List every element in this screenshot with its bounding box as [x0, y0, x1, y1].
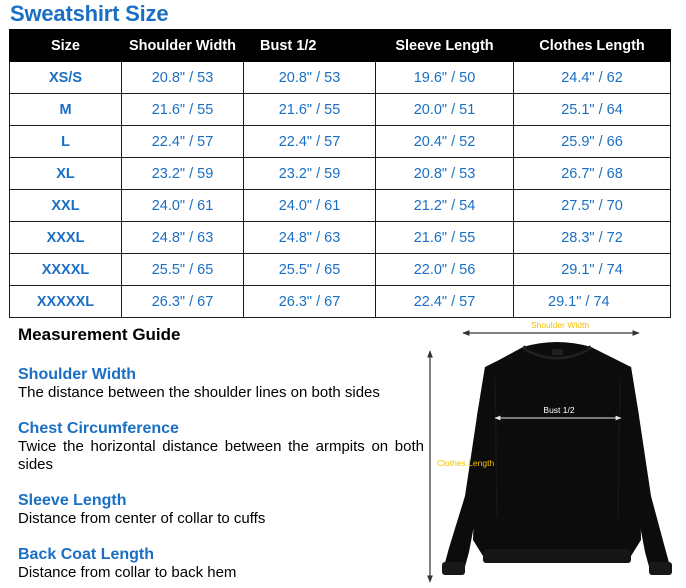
column-header-bust: Bust 1/2 [244, 30, 376, 62]
desc-sleeve-length: Distance from center of collar to cuffs [18, 510, 266, 527]
table-row [10, 222, 671, 254]
clothes-length-label: Clothes Length [437, 458, 495, 468]
sweatshirt-measurement-diagram [425, 318, 686, 588]
cell-clothes-length: 26.7" / 68 [514, 158, 671, 190]
cell-clothes-length: 29.1" / 74 [514, 286, 671, 318]
cell-sleeve-length: 22.0" / 56 [376, 254, 514, 286]
term-back-coat-length: Back Coat Length [18, 546, 155, 563]
term-shoulder-width: Shoulder Width [18, 366, 137, 383]
measurement-guide-title: Measurement Guide [18, 325, 181, 344]
desc-shoulder-width: The distance between the shoulder lines on both sides [18, 384, 380, 401]
cell-size: XXXXXL [10, 286, 122, 318]
cell-clothes-length: 25.9" / 66 [514, 126, 671, 158]
column-header-shoulder-width: Shoulder Width [122, 30, 244, 62]
size-chart-table [9, 29, 671, 318]
column-header-sleeve-length: Sleeve Length [376, 30, 514, 62]
cell-shoulder-width: 26.3" / 67 [122, 286, 244, 318]
cell-sleeve-length: 21.6" / 55 [376, 222, 514, 254]
column-header-size: Size [10, 30, 122, 62]
cell-clothes-length: 25.1" / 64 [514, 94, 671, 126]
cell-shoulder-width: 20.8" / 53 [122, 62, 244, 94]
cell-shoulder-width: 23.2" / 59 [122, 158, 244, 190]
cell-sleeve-length: 20.4" / 52 [376, 126, 514, 158]
cell-sleeve-length: 22.4" / 57 [376, 286, 514, 318]
cell-clothes-length: 27.5" / 70 [514, 190, 671, 222]
shoulder-width-label: Shoulder Width [530, 320, 590, 330]
table-row [10, 62, 671, 94]
cell-size: XXXL [10, 222, 122, 254]
cell-shoulder-width: 24.8" / 63 [122, 222, 244, 254]
cell-bust: 22.4" / 57 [244, 126, 376, 158]
cell-shoulder-width: 24.0" / 61 [122, 190, 244, 222]
page-title: Sweatshirt Size [10, 1, 169, 26]
cell-size: XXXXL [10, 254, 122, 286]
cell-clothes-length: 28.3" / 72 [514, 222, 671, 254]
term-chest-circumference: Chest Circumference [18, 420, 179, 437]
table-row [10, 94, 671, 126]
size-table-body [10, 62, 671, 318]
cell-bust: 23.2" / 59 [244, 158, 376, 190]
cell-size: XL [10, 158, 122, 190]
table-row [10, 190, 671, 222]
cell-bust: 24.0" / 61 [244, 190, 376, 222]
column-header-clothes-length: Clothes Length [514, 30, 671, 62]
cell-bust: 20.8" / 53 [244, 62, 376, 94]
cell-size: XXL [10, 190, 122, 222]
desc-back-coat-length: Distance from collar to back hem [18, 564, 237, 581]
table-row [10, 158, 671, 190]
cell-bust: 24.8" / 63 [244, 222, 376, 254]
table-row [10, 254, 671, 286]
bust-label: Bust 1/2 [543, 405, 575, 415]
cell-sleeve-length: 20.0" / 51 [376, 94, 514, 126]
cell-clothes-length: 24.4" / 62 [514, 62, 671, 94]
cell-shoulder-width: 21.6" / 55 [122, 94, 244, 126]
cell-sleeve-length: 20.8" / 53 [376, 158, 514, 190]
cell-sleeve-length: 19.6" / 50 [376, 62, 514, 94]
table-row [10, 126, 671, 158]
table-header-row [10, 30, 671, 62]
cell-shoulder-width: 25.5" / 65 [122, 254, 244, 286]
term-sleeve-length: Sleeve Length [18, 492, 127, 509]
table-row [10, 286, 671, 318]
cell-bust: 21.6" / 55 [244, 94, 376, 126]
cell-size: L [10, 126, 122, 158]
cell-size: M [10, 94, 122, 126]
cell-clothes-length: 29.1" / 74 [514, 254, 671, 286]
cell-size: XS/S [10, 62, 122, 94]
desc-chest-circumference: Twice the horizontal distance between the armpits on both sides [18, 438, 424, 473]
cell-sleeve-length: 21.2" / 54 [376, 190, 514, 222]
cell-shoulder-width: 22.4" / 57 [122, 126, 244, 158]
cell-bust: 25.5" / 65 [244, 254, 376, 286]
cell-bust: 26.3" / 67 [244, 286, 376, 318]
